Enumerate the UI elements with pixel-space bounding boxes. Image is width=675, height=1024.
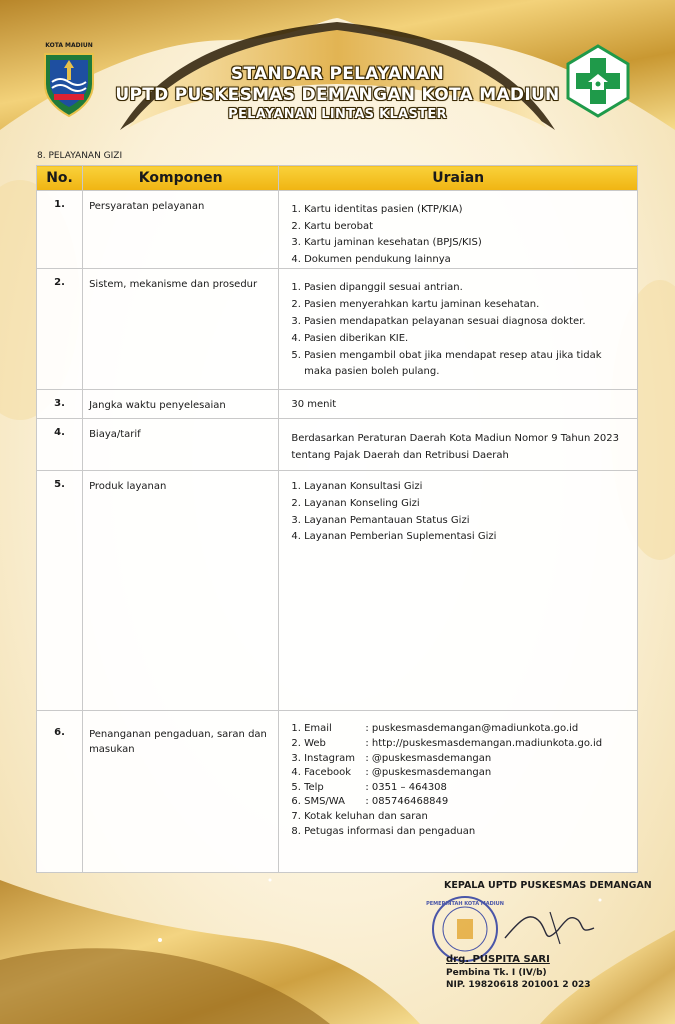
contact-item — [291, 752, 627, 767]
contact-value: : puskesmasdemangan@madiunkota.go.id — [365, 723, 579, 735]
table-header-row — [37, 166, 638, 191]
list-item: 3. Pasien mendapatkan pelayanan sesuai diagnosa dokter. — [291, 315, 586, 327]
table-row — [37, 191, 638, 269]
stamp-text: PEMERINTAH KOTA MADIUN — [426, 901, 504, 907]
puskesmas-logo — [566, 44, 630, 118]
page-title: STANDAR PELAYANAN — [230, 64, 445, 84]
list-item: 3. Kartu jaminan kesehatan (BPJS/KIS) — [291, 237, 482, 249]
contact-label: 3. Instagram — [291, 752, 355, 764]
list-item: 5. Pasien mengambil obat jika mendapat resep atau jika tidak — [291, 349, 602, 361]
row-komponen: Persyaratan pelayanan — [83, 191, 279, 269]
table-row — [37, 471, 638, 711]
row-komponen: Jangka waktu penyelesaian — [83, 390, 279, 419]
list-item: 8. Petugas informasi dan pengaduan — [291, 825, 476, 837]
list-item: 2. Kartu berobat — [291, 220, 374, 232]
row-uraian — [279, 191, 638, 269]
row-number: 1. — [37, 191, 83, 269]
contact-item — [291, 766, 627, 781]
row-komponen: Biaya/tarif — [83, 419, 279, 471]
list-item: 2. Pasien menyerahkan kartu jaminan kesehatan. — [291, 299, 540, 311]
logo-caption: KOTA MADIUN — [45, 42, 93, 49]
list-item: 4. Layanan Pemberian Suplementasi Gizi — [291, 531, 497, 543]
contact-label: 1. Email — [291, 723, 332, 735]
contact-label: 5. Telp — [291, 781, 324, 793]
row-uraian: 30 menit — [279, 390, 638, 419]
signatory-name: drg. PUSPITA SARI — [446, 954, 550, 965]
row-komponen: Penanganan pengaduan, saran dan masukan — [83, 711, 279, 873]
signatory-rank: Pembina Tk. I (IV/b) — [446, 968, 547, 978]
signature-icon — [500, 900, 600, 950]
contact-item — [291, 795, 627, 810]
contact-label: 4. Facebook — [291, 767, 352, 779]
row-number: 4. — [37, 419, 83, 471]
contact-item — [291, 737, 627, 752]
row-uraian — [279, 471, 638, 711]
contact-label: 6. SMS/WA — [291, 796, 345, 808]
list-item: 3. Layanan Pemantauan Status Gizi — [291, 514, 470, 526]
signatory-nip: NIP. 19820618 201001 2 023 — [446, 980, 591, 990]
row-uraian — [279, 419, 638, 471]
contact-label: 2. Web — [291, 737, 326, 749]
list-item: 1. Layanan Konsultasi Gizi — [291, 481, 423, 493]
list-item: maka pasien boleh pulang. — [291, 366, 440, 378]
row-uraian — [279, 269, 638, 390]
row-number: 2. — [37, 269, 83, 390]
contact-value: : @puskesmasdemangan — [365, 752, 492, 764]
page-subtitle: UPTD PUSKESMAS DEMANGAN KOTA MADIUN — [115, 85, 560, 105]
row-number: 6. — [37, 711, 83, 873]
list-item: 2. Layanan Konseling Gizi — [291, 497, 420, 509]
service-standard-table — [36, 165, 638, 873]
contact-value: : 085746468849 — [365, 796, 449, 808]
row-uraian-text: Berdasarkan Peraturan Daerah Kota Madiun Nomor 9 Tahun 2023 tentang Pajak Daerah dan Retribusi Daerah — [291, 433, 619, 462]
row-uraian — [279, 711, 638, 873]
list-item: 1. Kartu identitas pasien (KTP/KIA) — [291, 204, 463, 215]
page-subtitle-2: PELAYANAN LINTAS KLASTER — [228, 107, 447, 122]
row-komponen: Produk layanan — [83, 471, 279, 711]
contact-value: : @puskesmasdemangan — [365, 767, 492, 779]
puskesmas-cross-icon — [566, 44, 630, 118]
column-header-uraian: Uraian — [279, 166, 638, 191]
column-header-no: No. — [37, 166, 83, 191]
list-item: 4. Dokumen pendukung lainnya — [291, 253, 451, 265]
signature-heading: KEPALA UPTD PUSKESMAS DEMANGAN — [444, 880, 652, 891]
contact-value: : 0351 – 464308 — [365, 781, 447, 793]
row-number: 3. — [37, 390, 83, 419]
table-row — [37, 419, 638, 471]
list-item: 4. Pasien diberikan KIE. — [291, 332, 409, 344]
table-row — [37, 269, 638, 390]
contact-value: : http://puskesmasdemangan.madiunkota.go.id — [365, 737, 603, 749]
table-row — [37, 390, 638, 419]
contact-item — [291, 722, 627, 737]
row-number: 5. — [37, 471, 83, 711]
contact-item — [291, 781, 627, 796]
column-header-komponen: Komponen — [83, 166, 279, 191]
row-komponen: Sistem, mekanisme dan prosedur — [83, 269, 279, 390]
list-item: 7. Kotak keluhan dan saran — [291, 810, 428, 822]
list-item: 1. Pasien dipanggil sesuai antrian. — [291, 282, 463, 294]
section-title: 8. PELAYANAN GIZI — [37, 151, 123, 161]
table-row — [37, 711, 638, 873]
